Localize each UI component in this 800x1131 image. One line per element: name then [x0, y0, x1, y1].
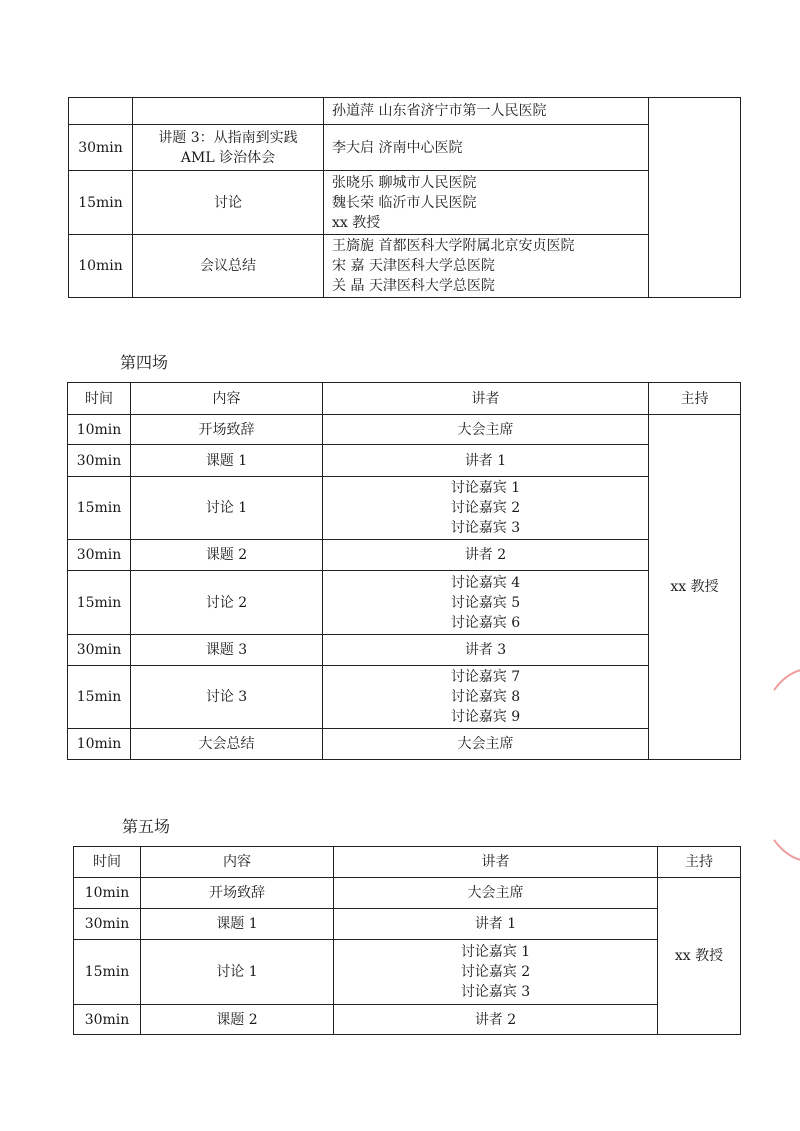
section5-title: 第五场 — [122, 817, 171, 836]
table-header-row — [74, 847, 741, 878]
content-cell: 课题 2 — [131, 540, 323, 571]
table-row — [68, 477, 741, 540]
table-row — [69, 171, 741, 235]
host-cell — [649, 98, 741, 298]
time-cell: 15min — [68, 571, 131, 635]
table-row — [69, 98, 741, 125]
header-time: 时间 — [74, 847, 141, 878]
table-row — [68, 666, 741, 729]
content-cell: 讨论 — [133, 171, 324, 235]
content-cell: 讨论 1 — [141, 940, 334, 1005]
schedule-table-section3-cont — [68, 97, 741, 298]
speaker-cell: 大会主席 — [334, 878, 658, 909]
speaker-cell: 讨论嘉宾 1 讨论嘉宾 2 讨论嘉宾 3 — [334, 940, 658, 1005]
content-cell: 讨论 2 — [131, 571, 323, 635]
time-cell: 30min — [74, 1005, 141, 1035]
content-cell: 会议总结 — [133, 235, 324, 298]
time-cell: 15min — [68, 477, 131, 540]
time-cell: 10min — [68, 729, 131, 760]
time-cell: 15min — [74, 940, 141, 1005]
table-row — [68, 729, 741, 760]
header-host: 主持 — [658, 847, 741, 878]
speaker-cell: 讲者 2 — [334, 1005, 658, 1035]
seal-stamp — [752, 668, 800, 862]
time-cell: 30min — [68, 445, 131, 477]
host-cell: xx 教授 — [658, 878, 741, 1035]
content-cell: 讨论 1 — [131, 477, 323, 540]
speaker-cell: 讨论嘉宾 1 讨论嘉宾 2 讨论嘉宾 3 — [323, 477, 649, 540]
time-cell: 10min — [69, 235, 133, 298]
table-row — [68, 635, 741, 666]
time-cell: 30min — [68, 540, 131, 571]
content-cell: 开场致辞 — [131, 415, 323, 445]
schedule-table-section5 — [73, 846, 741, 1035]
speaker-cell: 大会主席 — [323, 415, 649, 445]
header-time: 时间 — [68, 383, 131, 415]
content-cell: 讨论 3 — [131, 666, 323, 729]
content-cell: 开场致辞 — [141, 878, 334, 909]
speaker-cell: 讲者 2 — [323, 540, 649, 571]
schedule-table-section4 — [67, 382, 741, 760]
speaker-cell: 讲者 3 — [323, 635, 649, 666]
content-cell: 课题 1 — [141, 909, 334, 940]
speaker-cell: 讨论嘉宾 7 讨论嘉宾 8 讨论嘉宾 9 — [323, 666, 649, 729]
content-cell: 讲题 3：从指南到实践 AML 诊治体会 — [133, 125, 324, 171]
table-row — [74, 909, 741, 940]
header-content: 内容 — [141, 847, 334, 878]
speaker-cell: 张晓乐 聊城市人民医院 魏长荣 临沂市人民医院 xx 教授 — [324, 171, 649, 235]
table-header-row — [68, 383, 741, 415]
content-cell: 大会总结 — [131, 729, 323, 760]
table-row — [69, 125, 741, 171]
content-cell: 课题 1 — [131, 445, 323, 477]
table-row — [74, 1005, 741, 1035]
header-host: 主持 — [649, 383, 741, 415]
section4-title: 第四场 — [120, 353, 169, 372]
time-cell: 10min — [74, 878, 141, 909]
time-cell: 30min — [68, 635, 131, 666]
content-cell — [133, 98, 324, 125]
header-speaker: 讲者 — [323, 383, 649, 415]
speaker-cell: 孙道萍 山东省济宁市第一人民医院 — [324, 98, 649, 125]
table-row — [68, 415, 741, 445]
content-cell: 课题 3 — [131, 635, 323, 666]
speaker-cell: 李大启 济南中心医院 — [324, 125, 649, 171]
time-cell: 30min — [69, 125, 133, 171]
host-cell: xx 教授 — [649, 415, 741, 760]
speaker-cell: 讲者 1 — [323, 445, 649, 477]
speaker-cell: 讨论嘉宾 4 讨论嘉宾 5 讨论嘉宾 6 — [323, 571, 649, 635]
table-row — [74, 878, 741, 909]
speaker-cell: 王旖旎 首都医科大学附属北京安贞医院 宋 嘉 天津医科大学总医院 关 晶 天津医科大学总医院 — [324, 235, 649, 298]
time-cell: 10min — [68, 415, 131, 445]
table-row — [74, 940, 741, 1005]
time-cell: 15min — [68, 666, 131, 729]
header-content: 内容 — [131, 383, 323, 415]
time-cell: 15min — [69, 171, 133, 235]
speaker-cell: 讲者 1 — [334, 909, 658, 940]
table-row — [68, 540, 741, 571]
time-cell — [69, 98, 133, 125]
speaker-cell: 大会主席 — [323, 729, 649, 760]
table-row — [68, 571, 741, 635]
table-row — [68, 445, 741, 477]
header-speaker: 讲者 — [334, 847, 658, 878]
content-cell: 课题 2 — [141, 1005, 334, 1035]
time-cell: 30min — [74, 909, 141, 940]
table-row — [69, 235, 741, 298]
